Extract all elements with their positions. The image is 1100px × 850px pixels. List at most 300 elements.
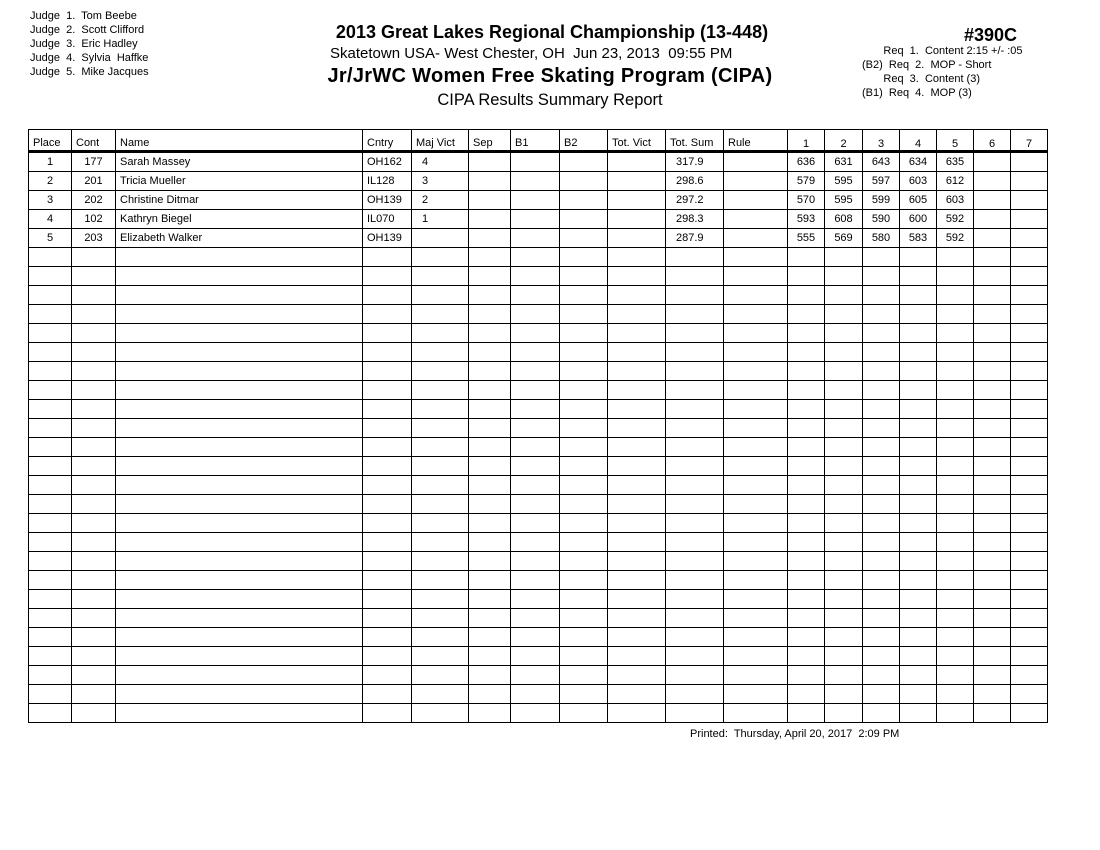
cell-4: 634 <box>900 152 937 172</box>
cell-6 <box>974 590 1011 609</box>
cell-name <box>116 514 363 533</box>
cell-1: 636 <box>788 152 825 172</box>
cell-7 <box>1011 286 1048 305</box>
cell-2 <box>825 324 863 343</box>
column-header-6: 6 <box>974 130 1011 152</box>
cell-sep <box>469 438 511 457</box>
cell-1 <box>788 609 825 628</box>
cell-b1 <box>511 552 560 571</box>
cell-maj-vict <box>412 647 469 666</box>
cell-name: Christine Ditmar <box>116 191 363 210</box>
cell-2 <box>825 704 863 723</box>
cell-tot-sum <box>666 514 724 533</box>
cell-3 <box>863 628 900 647</box>
cell-place <box>29 400 72 419</box>
cell-6 <box>974 628 1011 647</box>
cell-maj-vict <box>412 248 469 267</box>
cell-5: 612 <box>937 172 974 191</box>
cell-rule <box>724 400 788 419</box>
cell-1 <box>788 324 825 343</box>
cell-cont <box>72 267 116 286</box>
cell-1 <box>788 590 825 609</box>
cell-5 <box>937 324 974 343</box>
cell-name <box>116 267 363 286</box>
cell-tot-vict <box>608 628 666 647</box>
empty-table-row <box>29 324 1048 343</box>
cell-tot-vict <box>608 400 666 419</box>
column-header-maj-vict: Maj Vict <box>412 130 469 152</box>
cell-sep <box>469 248 511 267</box>
cell-b1 <box>511 628 560 647</box>
cell-1 <box>788 628 825 647</box>
cell-2 <box>825 419 863 438</box>
cell-maj-vict <box>412 343 469 362</box>
cell-tot-sum <box>666 419 724 438</box>
cell-1: 579 <box>788 172 825 191</box>
cell-cntry <box>363 704 412 723</box>
cell-name <box>116 628 363 647</box>
cell-place <box>29 590 72 609</box>
cell-b1 <box>511 210 560 229</box>
cell-tot-sum <box>666 647 724 666</box>
cell-cntry <box>363 343 412 362</box>
cell-b2 <box>560 191 608 210</box>
judge-4: Judge 4. Sylvia Haffke <box>30 52 149 64</box>
cell-tot-vict <box>608 362 666 381</box>
cell-6 <box>974 609 1011 628</box>
cell-6 <box>974 666 1011 685</box>
cell-cont <box>72 343 116 362</box>
cell-1 <box>788 514 825 533</box>
cell-cntry: OH139 <box>363 191 412 210</box>
cell-cont <box>72 552 116 571</box>
cell-2 <box>825 571 863 590</box>
column-header-7: 7 <box>1011 130 1048 152</box>
cell-7 <box>1011 248 1048 267</box>
empty-table-row <box>29 609 1048 628</box>
cell-b2 <box>560 400 608 419</box>
cell-rule <box>724 647 788 666</box>
cell-4 <box>900 514 937 533</box>
cell-sep <box>469 628 511 647</box>
cell-2: 569 <box>825 229 863 248</box>
cell-2 <box>825 248 863 267</box>
cell-maj-vict <box>412 571 469 590</box>
cell-rule <box>724 152 788 172</box>
cell-maj-vict <box>412 267 469 286</box>
cell-rule <box>724 419 788 438</box>
cell-maj-vict <box>412 381 469 400</box>
cell-maj-vict: 1 <box>412 210 469 229</box>
cell-rule <box>724 533 788 552</box>
column-header-5: 5 <box>937 130 974 152</box>
cell-7 <box>1011 476 1048 495</box>
cell-7 <box>1011 229 1048 248</box>
cell-2 <box>825 590 863 609</box>
cell-maj-vict <box>412 685 469 704</box>
cell-3 <box>863 305 900 324</box>
cell-7 <box>1011 400 1048 419</box>
cell-3 <box>863 647 900 666</box>
cell-1 <box>788 343 825 362</box>
cell-maj-vict <box>412 609 469 628</box>
column-header-rule: Rule <box>724 130 788 152</box>
cell-name <box>116 685 363 704</box>
cell-rule <box>724 666 788 685</box>
cell-2 <box>825 400 863 419</box>
cell-tot-sum <box>666 343 724 362</box>
empty-table-row <box>29 343 1048 362</box>
cell-b1 <box>511 457 560 476</box>
cell-place <box>29 552 72 571</box>
cell-tot-vict <box>608 685 666 704</box>
cell-5 <box>937 495 974 514</box>
cell-cont <box>72 324 116 343</box>
empty-table-row <box>29 438 1048 457</box>
cell-3: 590 <box>863 210 900 229</box>
cell-4 <box>900 685 937 704</box>
column-header-tot-vict: Tot. Vict <box>608 130 666 152</box>
cell-2 <box>825 609 863 628</box>
cell-cntry <box>363 533 412 552</box>
cell-maj-vict <box>412 495 469 514</box>
cell-4 <box>900 248 937 267</box>
cell-b2 <box>560 172 608 191</box>
cell-3 <box>863 438 900 457</box>
cell-3 <box>863 343 900 362</box>
cell-6 <box>974 210 1011 229</box>
cell-1 <box>788 419 825 438</box>
cell-3: 580 <box>863 229 900 248</box>
cell-place <box>29 533 72 552</box>
cell-place: 1 <box>29 152 72 172</box>
cell-cont <box>72 362 116 381</box>
cell-1 <box>788 248 825 267</box>
cell-tot-sum <box>666 628 724 647</box>
cell-tot-sum <box>666 571 724 590</box>
cell-b1 <box>511 647 560 666</box>
cell-sep <box>469 286 511 305</box>
cell-7 <box>1011 628 1048 647</box>
cell-b1 <box>511 476 560 495</box>
cell-name <box>116 533 363 552</box>
cell-2 <box>825 628 863 647</box>
cell-7 <box>1011 381 1048 400</box>
cell-cont <box>72 514 116 533</box>
cell-6 <box>974 248 1011 267</box>
cell-1 <box>788 495 825 514</box>
cell-tot-sum <box>666 381 724 400</box>
cell-7 <box>1011 172 1048 191</box>
table-body <box>29 152 1048 723</box>
cell-cont <box>72 457 116 476</box>
cell-place <box>29 419 72 438</box>
cell-tot-sum <box>666 286 724 305</box>
results-table <box>28 129 1048 723</box>
cell-tot-sum: 317.9 <box>666 152 724 172</box>
cell-rule <box>724 191 788 210</box>
cell-b2 <box>560 571 608 590</box>
cell-7 <box>1011 191 1048 210</box>
cell-tot-sum <box>666 400 724 419</box>
cell-cont <box>72 609 116 628</box>
cell-sep <box>469 362 511 381</box>
cell-1 <box>788 305 825 324</box>
cell-b1 <box>511 286 560 305</box>
cell-1 <box>788 286 825 305</box>
cell-cont <box>72 704 116 723</box>
cell-place <box>29 476 72 495</box>
cell-b2 <box>560 343 608 362</box>
cell-3 <box>863 590 900 609</box>
cell-tot-vict <box>608 647 666 666</box>
cell-name: Sarah Massey <box>116 152 363 172</box>
cell-5 <box>937 400 974 419</box>
column-header-b1: B1 <box>511 130 560 152</box>
cell-2 <box>825 685 863 704</box>
cell-b1 <box>511 533 560 552</box>
cell-maj-vict <box>412 476 469 495</box>
cell-maj-vict <box>412 419 469 438</box>
cell-7 <box>1011 704 1048 723</box>
cell-cont: 201 <box>72 172 116 191</box>
cell-5 <box>937 609 974 628</box>
cell-name: Elizabeth Walker <box>116 229 363 248</box>
cell-place <box>29 362 72 381</box>
cell-maj-vict <box>412 324 469 343</box>
cell-6 <box>974 571 1011 590</box>
cell-name <box>116 419 363 438</box>
cell-b1 <box>511 305 560 324</box>
cell-3 <box>863 381 900 400</box>
cell-1 <box>788 666 825 685</box>
cell-6 <box>974 476 1011 495</box>
cell-b2 <box>560 305 608 324</box>
cell-place: 2 <box>29 172 72 191</box>
cell-sep <box>469 495 511 514</box>
cell-cont <box>72 400 116 419</box>
cell-sep <box>469 172 511 191</box>
cell-1 <box>788 381 825 400</box>
cell-3 <box>863 419 900 438</box>
cell-2: 595 <box>825 191 863 210</box>
cell-2 <box>825 381 863 400</box>
cell-rule <box>724 229 788 248</box>
cell-place <box>29 609 72 628</box>
cell-6 <box>974 514 1011 533</box>
cell-cont: 102 <box>72 210 116 229</box>
cell-b2 <box>560 666 608 685</box>
cell-name <box>116 343 363 362</box>
cell-place: 4 <box>29 210 72 229</box>
cell-7 <box>1011 666 1048 685</box>
cell-b2 <box>560 552 608 571</box>
cell-rule <box>724 248 788 267</box>
cell-name <box>116 286 363 305</box>
cell-tot-sum <box>666 609 724 628</box>
cell-b2 <box>560 533 608 552</box>
cell-6 <box>974 229 1011 248</box>
printed-timestamp: Printed: Thursday, April 20, 2017 2:09 PM <box>690 728 900 740</box>
cell-tot-sum <box>666 362 724 381</box>
judge-2: Judge 2. Scott Clifford <box>30 24 145 36</box>
cell-rule <box>724 495 788 514</box>
cell-place <box>29 267 72 286</box>
cell-b1 <box>511 419 560 438</box>
cell-7 <box>1011 362 1048 381</box>
cell-7 <box>1011 590 1048 609</box>
cell-tot-sum <box>666 476 724 495</box>
empty-table-row <box>29 704 1048 723</box>
cell-b2 <box>560 685 608 704</box>
empty-table-row <box>29 400 1048 419</box>
cell-5 <box>937 628 974 647</box>
cell-tot-sum: 287.9 <box>666 229 724 248</box>
cell-name: Tricia Mueller <box>116 172 363 191</box>
cell-b1 <box>511 172 560 191</box>
cell-maj-vict <box>412 286 469 305</box>
cell-place <box>29 666 72 685</box>
cell-place <box>29 457 72 476</box>
table-row <box>29 229 1048 248</box>
cell-6 <box>974 343 1011 362</box>
cell-tot-sum <box>666 704 724 723</box>
cell-7 <box>1011 324 1048 343</box>
cell-cont <box>72 628 116 647</box>
cell-maj-vict <box>412 533 469 552</box>
cell-1 <box>788 552 825 571</box>
cell-maj-vict: 2 <box>412 191 469 210</box>
empty-table-row <box>29 666 1048 685</box>
cell-maj-vict <box>412 400 469 419</box>
empty-table-row <box>29 533 1048 552</box>
cell-cont: 177 <box>72 152 116 172</box>
cell-rule <box>724 609 788 628</box>
cell-2: 608 <box>825 210 863 229</box>
cell-tot-vict <box>608 590 666 609</box>
cell-cont: 203 <box>72 229 116 248</box>
cell-rule <box>724 286 788 305</box>
column-header-cntry: Cntry <box>363 130 412 152</box>
cell-2 <box>825 438 863 457</box>
cell-5 <box>937 590 974 609</box>
cell-sep <box>469 533 511 552</box>
cell-name: Kathryn Biegel <box>116 210 363 229</box>
cell-cntry: IL070 <box>363 210 412 229</box>
cell-b1 <box>511 514 560 533</box>
cell-2 <box>825 552 863 571</box>
cell-7 <box>1011 552 1048 571</box>
cell-7 <box>1011 647 1048 666</box>
cell-4 <box>900 666 937 685</box>
cell-cntry: OH162 <box>363 152 412 172</box>
cell-sep <box>469 229 511 248</box>
cell-3 <box>863 267 900 286</box>
cell-sep <box>469 400 511 419</box>
cell-4 <box>900 343 937 362</box>
cell-6 <box>974 362 1011 381</box>
cell-tot-vict <box>608 419 666 438</box>
cell-7 <box>1011 267 1048 286</box>
cell-4 <box>900 324 937 343</box>
empty-table-row <box>29 457 1048 476</box>
cell-3 <box>863 609 900 628</box>
cell-b1 <box>511 343 560 362</box>
cell-rule <box>724 324 788 343</box>
cell-maj-vict: 4 <box>412 152 469 172</box>
cell-cntry <box>363 552 412 571</box>
cell-rule <box>724 571 788 590</box>
cell-5 <box>937 362 974 381</box>
cell-b1 <box>511 362 560 381</box>
judge-1: Judge 1. Tom Beebe <box>30 10 137 22</box>
cell-4 <box>900 362 937 381</box>
cell-3 <box>863 552 900 571</box>
empty-table-row <box>29 286 1048 305</box>
event-title: Jr/JrWC Women Free Skating Program (CIPA) <box>327 65 773 87</box>
cell-b2 <box>560 514 608 533</box>
cell-place <box>29 647 72 666</box>
cell-5 <box>937 647 974 666</box>
cell-rule <box>724 552 788 571</box>
cell-5 <box>937 685 974 704</box>
cell-1 <box>788 476 825 495</box>
cell-6 <box>974 685 1011 704</box>
cell-4 <box>900 533 937 552</box>
cell-name <box>116 590 363 609</box>
cell-cont <box>72 495 116 514</box>
requirement-4: (B1) Req 4. MOP (3) <box>862 87 972 99</box>
empty-table-row <box>29 628 1048 647</box>
cell-b2 <box>560 210 608 229</box>
cell-5 <box>937 457 974 476</box>
cell-tot-vict <box>608 191 666 210</box>
cell-1 <box>788 685 825 704</box>
cell-sep <box>469 476 511 495</box>
cell-3 <box>863 514 900 533</box>
cell-b2 <box>560 248 608 267</box>
cell-tot-vict <box>608 248 666 267</box>
cell-sep <box>469 324 511 343</box>
cell-sep <box>469 666 511 685</box>
cell-5: 592 <box>937 229 974 248</box>
requirement-1: Req 1. Content 2:15 +/- :05 <box>862 45 1023 57</box>
cell-tot-sum <box>666 590 724 609</box>
empty-table-row <box>29 305 1048 324</box>
judge-5: Judge 5. Mike Jacques <box>30 66 149 78</box>
cell-6 <box>974 305 1011 324</box>
cell-6 <box>974 647 1011 666</box>
cell-4 <box>900 647 937 666</box>
cell-sep <box>469 647 511 666</box>
cell-maj-vict <box>412 438 469 457</box>
cell-4 <box>900 457 937 476</box>
cell-b1 <box>511 609 560 628</box>
cell-cntry <box>363 571 412 590</box>
cell-7 <box>1011 152 1048 172</box>
cell-name <box>116 305 363 324</box>
cell-cont <box>72 476 116 495</box>
cell-place: 3 <box>29 191 72 210</box>
cell-7 <box>1011 495 1048 514</box>
cell-6 <box>974 438 1011 457</box>
cell-rule <box>724 457 788 476</box>
column-header-name: Name <box>116 130 363 152</box>
cell-6 <box>974 419 1011 438</box>
column-header-cont: Cont <box>72 130 116 152</box>
cell-2 <box>825 495 863 514</box>
cell-2: 631 <box>825 152 863 172</box>
